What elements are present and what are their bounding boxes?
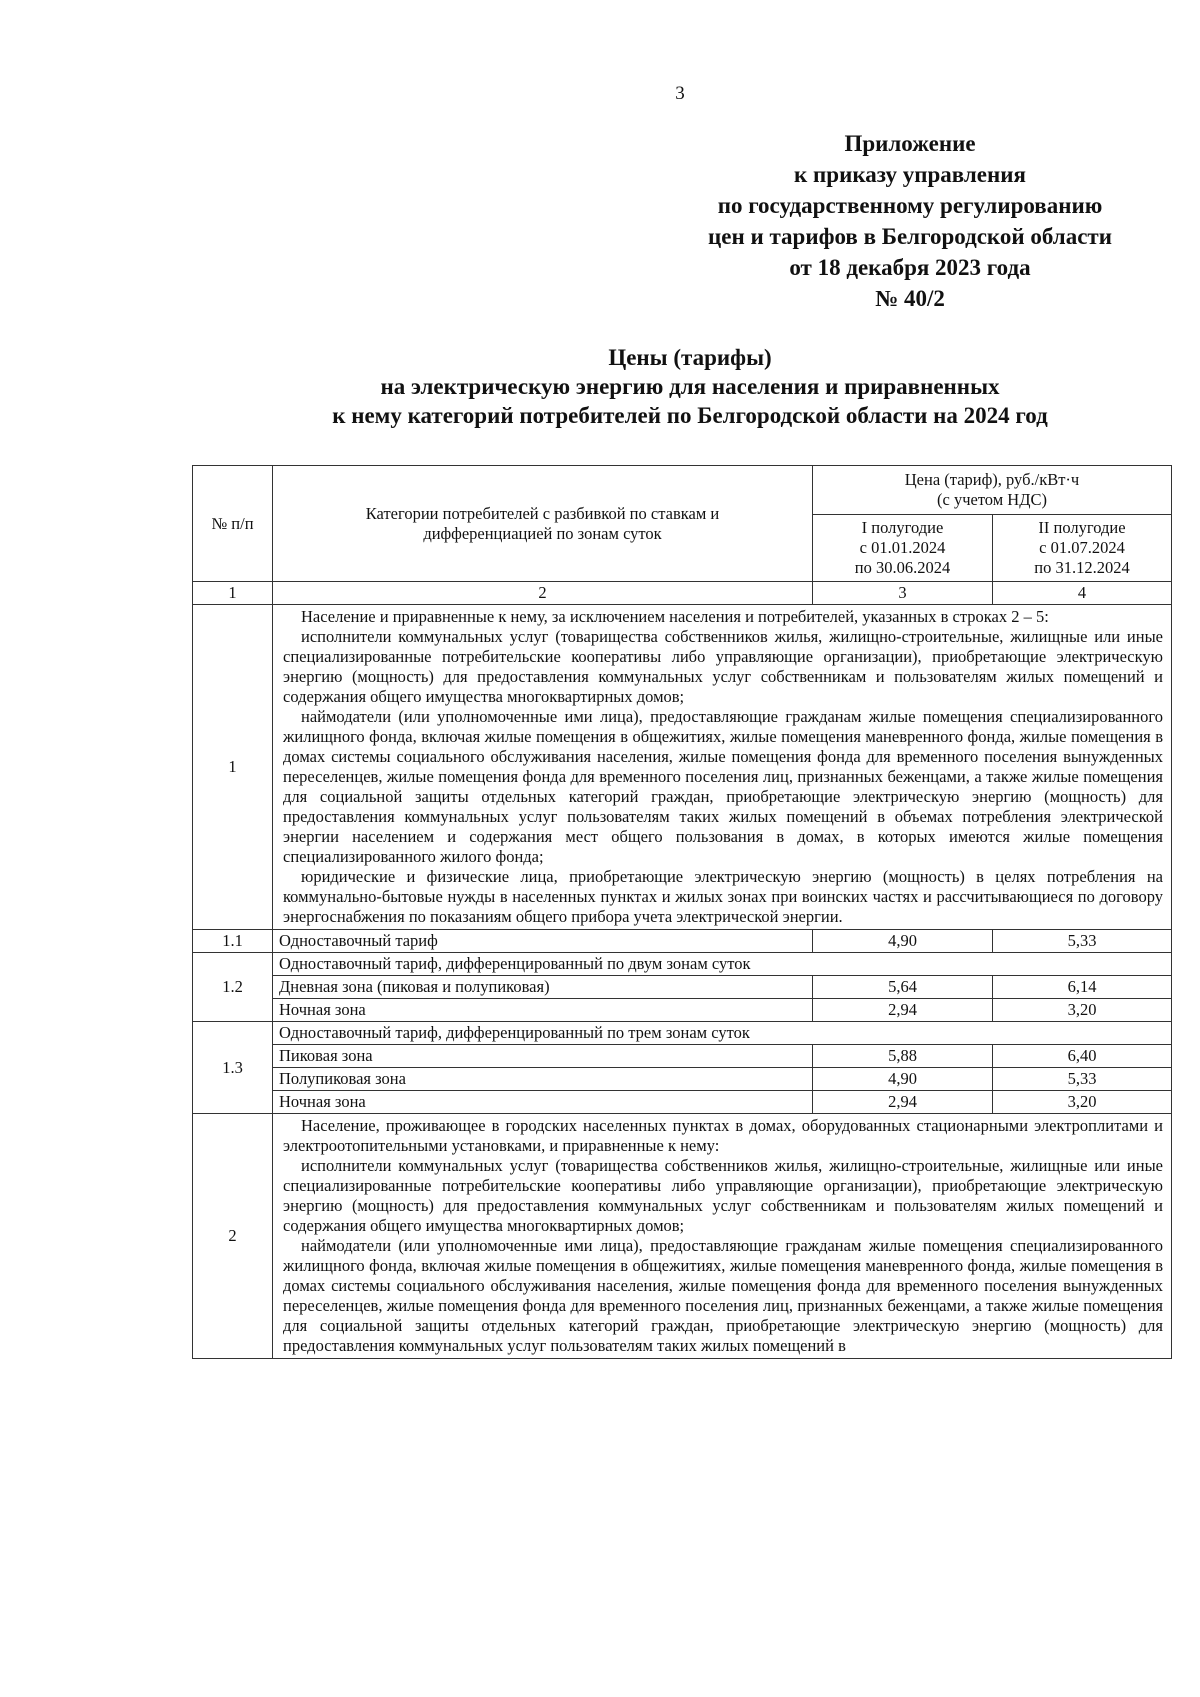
header-half1-line: I полугодие [861, 518, 944, 537]
table-row [193, 976, 1172, 999]
table-row [193, 1045, 1172, 1068]
appendix-line: цен и тарифов в Белгородской области [708, 224, 1112, 249]
column-number: 3 [813, 582, 993, 605]
rate-h2: 3,20 [993, 1091, 1172, 1114]
rate-h1: 5,88 [813, 1045, 993, 1068]
rate-caption: Одноставочный тариф, дифференцированный по двум зонам суток [273, 953, 1172, 976]
header-half1 [813, 515, 993, 582]
title-line: Цены (тарифы) [608, 345, 772, 370]
rate-caption: Одноставочный тариф, дифференцированный по трем зонам суток [273, 1022, 1172, 1045]
header-half1-line: по 30.06.2024 [854, 558, 951, 577]
description-paragraph: исполнители коммунальных услуг (товарищества собственников жилья, жилищно-строительные, жилищные или иные специализированные потребительские кооперативы либо управляющие организации), приобретающие электрическую энергию (мощность) для предоставления коммунальных услуг собственникам и пользователям жилых помещений и содержания общего имущества многоквартирных домов; [283, 627, 1163, 706]
title-line: на электрическую энергию для населения и приравненных [380, 374, 1000, 399]
row-number: 1.3 [193, 1022, 273, 1114]
column-number: 1 [193, 582, 273, 605]
rate-h1: 4,90 [813, 930, 993, 953]
rate-h2: 6,14 [993, 976, 1172, 999]
rate-h1: 5,64 [813, 976, 993, 999]
tariff-table [192, 465, 1172, 1359]
header-half1-line: с 01.01.2024 [859, 538, 946, 557]
header-half2-line: с 01.07.2024 [1039, 538, 1125, 557]
row-number: 1 [193, 605, 273, 930]
rate-h1: 4,90 [813, 1068, 993, 1091]
description-paragraph: исполнители коммунальных услуг (товарищества собственников жилья, жилищно-строительные, жилищные или иные специализированные потребительские кооперативы либо управляющие организации), приобретающие электрическую энергию (мощность) для предоставления коммунальных услуг собственникам и пользователям жилых помещений и содержания общего имущества многоквартирных домов; [283, 1156, 1163, 1235]
appendix-line: по государственному регулированию [717, 193, 1103, 218]
appendix-line: от 18 декабря 2023 года [789, 255, 1031, 280]
header-half2 [993, 515, 1172, 582]
document-title [140, 343, 1200, 430]
rate-h2: 5,33 [993, 930, 1172, 953]
rate-h1: 2,94 [813, 999, 993, 1022]
header-category: Категории потребителей с разбивкой по ставкам и дифференциацией по зонам суток [273, 466, 813, 582]
row-number: 1.1 [193, 930, 273, 953]
column-number: 4 [993, 582, 1172, 605]
description-paragraph: Население, проживающее в городских населенных пунктах в домах, оборудованных стационарными электроплитами и электроотопительными установками, и приравненные к нему: [283, 1116, 1163, 1155]
table-row [193, 1091, 1172, 1114]
appendix-line: к приказу управления [794, 162, 1026, 187]
table-row [193, 953, 1172, 976]
table-row [193, 930, 1172, 953]
table-row [193, 999, 1172, 1022]
table-row [193, 605, 1172, 930]
row-description [273, 605, 1172, 930]
table-row [193, 1068, 1172, 1091]
table-row [193, 1114, 1172, 1359]
rate-label: Дневная зона (пиковая и полупиковая) [273, 976, 813, 999]
table-row [193, 1022, 1172, 1045]
header-half2-line: II полугодие [1038, 518, 1126, 537]
appendix-header [630, 128, 1190, 314]
rate-label: Пиковая зона [273, 1045, 813, 1068]
row-number: 2 [193, 1114, 273, 1359]
description-paragraph: Население и приравненные к нему, за исключением населения и потребителей, указанных в строках 2 – 5: [301, 607, 1049, 626]
rate-label: Ночная зона [273, 999, 813, 1022]
column-number-row [193, 582, 1172, 605]
header-num: № п/п [193, 466, 273, 582]
page-number: 3 [675, 83, 685, 104]
rate-h2: 6,40 [993, 1045, 1172, 1068]
appendix-line: № 40/2 [875, 286, 945, 311]
description-paragraph: наймодатели (или уполномоченные ими лица), предоставляющие гражданам жилые помещения специализированного жилищного фонда, включая жилые помещения в общежитиях, жилые помещения маневренного фонда, жилые помещения в домах системы социального обслуживания населения, жилые помещения фонда для временного поселения вынужденных переселенцев, жилые помещения фонда для временного поселения лиц, признанных беженцами, а также жилые помещения для социальной защиты отдельных категорий граждан, приобретающие электрическую энергию (мощность) для предоставления коммунальных услуг пользователям таких жилых помещений в [283, 1236, 1163, 1355]
header-price [813, 466, 1172, 515]
appendix-line: Приложение [844, 131, 976, 156]
rate-h2: 3,20 [993, 999, 1172, 1022]
title-line: к нему категорий потребителей по Белгородской области на 2024 год [332, 403, 1048, 428]
header-price-line: Цена (тариф), руб./кВт·ч [904, 470, 1080, 489]
rate-label: Полупиковая зона [273, 1068, 813, 1091]
rate-h2: 5,33 [993, 1068, 1172, 1091]
rate-h1: 2,94 [813, 1091, 993, 1114]
row-description [273, 1114, 1172, 1359]
header-price-line: (с учетом НДС) [937, 490, 1047, 509]
description-paragraph: юридические и физические лица, приобретающие электрическую энергию (мощность) в целях потребления на коммунально-бытовые нужды в населенных пунктах и жилых зонах при воинских частях и рассчитывающиеся по договору энергоснабжения по показаниям общего прибора учета электрической энергии. [283, 867, 1163, 926]
column-number: 2 [273, 582, 813, 605]
rate-label: Одноставочный тариф [273, 930, 813, 953]
header-half2-line: по 31.12.2024 [1034, 558, 1130, 577]
header-row [193, 466, 1172, 515]
row-number: 1.2 [193, 953, 273, 1022]
rate-label: Ночная зона [273, 1091, 813, 1114]
description-paragraph: наймодатели (или уполномоченные ими лица), предоставляющие гражданам жилые помещения специализированного жилищного фонда, включая жилые помещения в общежитиях, жилые помещения маневренного фонда, жилые помещения в домах системы социального обслуживания населения, жилые помещения фонда для временного поселения вынужденных переселенцев, жилые помещения фонда для временного поселения лиц, признанных беженцами, а также жилые помещения для социальной защиты отдельных категорий граждан, приобретающие электрическую энергию (мощность) для предоставления коммунальных услуг пользователям таких жилых помещений в объемах потребления электрической энергии населением и содержания мест общего пользования в домах, в которых имеются жилые помещения специализированного жилого фонда; [283, 707, 1163, 866]
